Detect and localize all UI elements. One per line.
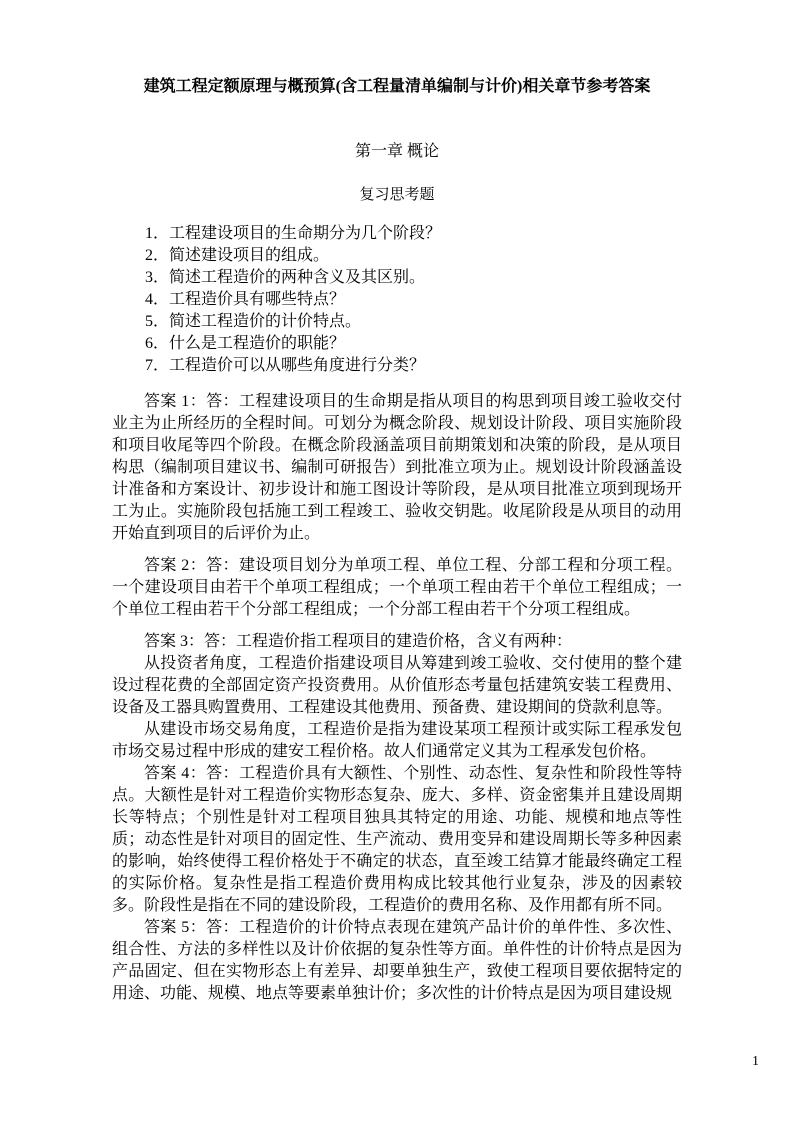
answer-paragraph-1: 答案 1：答：工程建设项目的生命期是指从项目的构思到项目竣工验收交付业主为止所经历的全程时间。可划分为概念阶段、规划设计阶段、项目实施阶段和项目收尾等四个阶段。在概念阶段涵盖项目前期策划和决策的阶段，是从项目构思（编制项目建议书、编制可研报告）到批准立项为止。规划设计阶段涵盖设计准备和方案设计、初步设计和施工图设计等阶段，是从项目批准立项到现场开工为止。实施阶段包括施工到工程竣工、验收交钥匙。收尾阶段是从项目的动用开始直到项目的后评价为止。 [112, 393, 682, 542]
chapter-heading: 第一章 概论 [354, 143, 439, 160]
document-title: 建筑工程定额原理与概预算(含工程量清单编制与计价)相关章节参考答案 [143, 78, 651, 95]
answer-paragraph-4: 答案 4：答：工程造价具有大额性、个别性、动态性、复杂性和阶段性等特点。大额性是针对工程造价实物形态复杂、庞大、多样、资金密集并且建设周期长等特点；个别性是针对工程项目独具其特定的用途、功能、规模和地点等性质；动态性是针对项目的固定性、生产流动、费用变异和建设周期长等多种因素的影响，始终使得工程价格处于不确定的状态，直至竣工结算才能最终确定工程的实际价格。复杂性是指工程造价费用构成比较其他行业复杂，涉及的因素较多。阶段性是指在不同的建设阶段，工程造价的费用名称、及作用都有所不同。 [112, 765, 682, 914]
question-item-2: 2．简述建设项目的组成。 [145, 247, 330, 264]
question-list [112, 223, 682, 377]
question-item-3: 3．简述工程造价的两种含义及其区别。 [145, 269, 426, 286]
answer-paragraph-3-market: 从建设市场交易角度，工程造价是指为建设某项工程预计或实际工程承发包市场交易过程中形成的建安工程价格。故人们通常定义其为工程承发包价格。 [112, 721, 682, 760]
answer-paragraph-2: 答案 2：答：建设项目划分为单项工程、单位工程、分部工程和分项工程。一个建设项目由若干个单项工程组成；一个单项工程由若干个单位工程组成；一个单位工程由若干个分部工程组成；一个分部工程由若干个分项工程组成。 [112, 557, 682, 618]
question-item-5: 5．简述工程造价的计价特点。 [145, 313, 362, 330]
section-heading: 复习思考题 [359, 187, 435, 203]
answer-paragraph-3-investor: 从投资者角度，工程造价指建设项目从筹建到竣工验收、交付使用的整个建设过程花费的全部固定资产投资费用。从价值形态考量包括建筑安装工程费用、设备及工器具购置费用、工程建设其他费用、预备费、建设期间的贷款利息等。 [112, 655, 682, 716]
answer-paragraph-5: 答案 5：答：工程造价的计价特点表现在建筑产品计价的单件性、多次性、组合性、方法的多样性以及计价依据的复杂性等方面。单件性的计价特点是因为产品固定、但在实物形态上有差异、却要单独生产，致使工程项目要依据特定的用途、功能、规模、地点等要素单独计价；多次性的计价特点是因为项目建设规 [112, 919, 682, 1002]
page-number: 1 [752, 1054, 759, 1069]
question-item-7: 7．工程造价可以从哪些角度进行分类？ [145, 357, 426, 374]
question-item-4: 4．工程造价具有哪些特点？ [145, 291, 346, 308]
question-item-6: 6．什么是工程造价的职能？ [145, 335, 346, 352]
question-item-1: 1．工程建设项目的生命期分为几个阶段？ [145, 225, 442, 242]
answer-paragraph-3-intro: 答案 3：答：工程造价指工程项目的建造价格，含义有两种： [144, 633, 573, 650]
